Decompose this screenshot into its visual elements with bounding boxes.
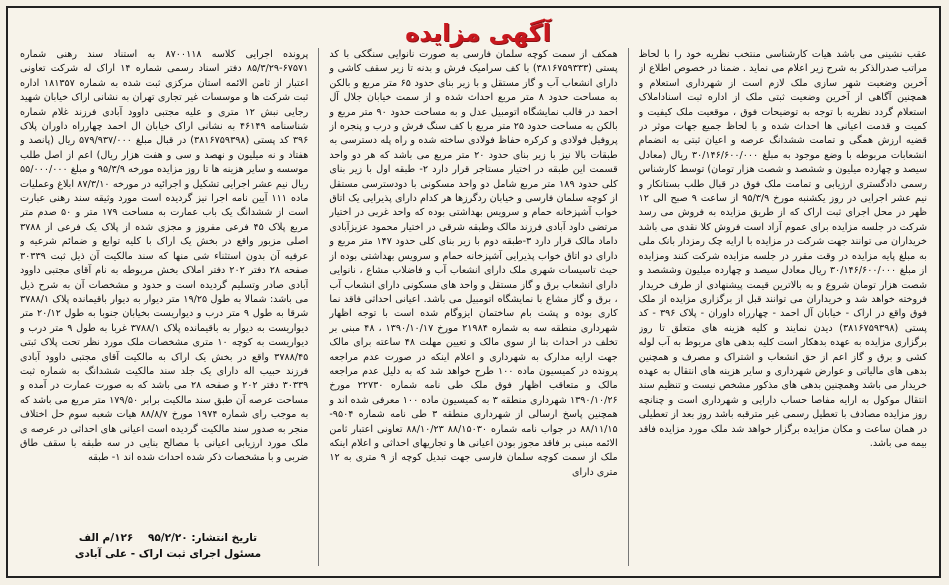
column-divider: [628, 48, 629, 566]
notice-column-right: [20, 48, 308, 566]
notice-footer: [28, 530, 308, 562]
notice-title-banner: [368, 16, 588, 50]
notice-column-middle: [329, 48, 617, 566]
notice-title: آگهی مزایده: [405, 19, 551, 47]
notice-column-text: همکف از سمت کوچه سلمان فارسی به صورت نانوایی سنگکی با کد پستی (۳۸۱۶۷۵۹۳۳۳) با کف سرامیک فرش و بدنه تا زیر سقف کاشی و دارای انشعاب آب و گاز مستقل و با زیر بنای حدود ۶۵ متر مربع و بالکن به مساحت حدود ۸ متر مربع احداث شده و از سمت خیابان جلال آل احمد در قالب نمایشگاه اتومبیل عدل و به مساحت حدود ۹۰ متر مربع و بالکن به مساحت حدود ۲۵ متر مربع با کف سنگ فرش و درب و پنجره از پروفیل فولادی و کرکره حفاظ فولادی ساخته شده و راه پله دسترسی به طبقات بالا نیز با زیر بنای حدود ۲۰ متر مربع می باشد که هر دو واحد قسمت این طبقه در اختیار مستاجر قرار دارد ۲- طبقه اول با زیر بنای کلی حدود ۱۸۹ متر مربع شامل دو واحد مسکونی با دودسترسی مستقل از کوچه سلمان فارسی و خیابان ردگرزها هر کدام دارای پذیرایی یک اتاق خواب آشپزخانه حمام و سرویس بهداشتی بوده که واحد غربی در اختیار مرتضی داود آبادی فرزند مالک وطبقه شرقی در اختیار محمود عزیزآبادی داماد مالک قرار دارد ۳-طبقه دوم با زیر بنای کلی حدود ۱۴۷ متر مربع و دارای دو اتاق خواب پذیرایی آشپزخانه حمام و سرویس بهداشتی بوده از حیث تاسیسات شهری ملک دارای انشعاب آب و فاضلاب مشاع ، نانوایی دارای انشعاب برق و گاز مستقل و واحد های مسکونی دارای انشعاب آب ، برق و گاز مشاع با نمایشگاه اتومبیل می باشد. اعیانی احداثی فاقد نما کاری بوده و پشت بام ساختمان ایزوگام شده است با توجه اظهار شهرداری منطقه سه به شماره ۲۱۹۸۴ مورخ ۱۳۹۰/۱۰/۱۷ ، ۴۸ مبنی بر تخلف در احداث بنا از سوی مالک و تعیین مهلت ۴۸ ساعته برای مالک جهت ارایه مدارک به شهرداری و اعلام اینکه در صورت عدم مراجعه پرونده در کمیسیون ماده ۱۰۰ طرح خواهد شد که به دلیل عدم مراجعه مالک و متعاقب اظهار فوق ملک طی نامه شماره ۲۲۷۳۰ مورخ ۱۳۹۰/۱۰/۲۶ شهرداری منطقه ۳ به کمیسیون ماده ۱۰۰ معرفی شده اند و همچنین پاسخ ارسالی از شهرداری منطقه ۳ طی نامه شماره ۹۵۰۴- ۸۸/۱۱/۱۵ در جواب نامه شماره ۸۸/۱۵۰۳۰ ۸۸/۱۰/۲۳ تعاونی اعتبار ثامن الائمه مبنی بر فاقد مجوز بودن اعیانی ها و تجاریهای احداثی و اعلام اینکه ملک از سمت کوچه سلمان فارسی جهت تبدیل کوچه از ۹ متری به ۱۲ متری دارای: [329, 49, 618, 478]
notice-column-text: پرونده اجرایی کلاسه ۸۷۰۰۱۱۸ به استناد سند رهنی شماره ۶۷۵۷۱-۸۵/۳/۲۹ دفتر اسناد رسمی شماره ۱۴ اراک له شرکت تعاونی اعتبار از ثامن الائمه استان مرکزی ثبت شده به شماره ۱۸۱۳۵۷ اداره ثبت شرکت ها و موسسات غیر تجاری تهران به نشانی اراک خیابان شهید رجایی نبش ۱۲ متری و علیه مجتبی داوود آبادی فرزند غلام شماره شناسنامه ۴۶۱۴۹ به نشانی اراک خیابان ال احمد چهارراه داوران پلاک ۳۹۶ کد پستی (۳۸۱۶۷۵۹۳۹۸) در قبال مبلغ ۵۷۹/۹۳۷/۰۰۰ ریال (پانصد و هفتاد و نه میلیون و نهصد و سی و هفت هزار ریال) اعم از اصل طلب موسسه و سایر هزینه ها تا روز مزایده مورخه ۹۵/۳/۹ و مبلغ ۵۵/۰۰۰/۰۰۰ ریال نیم عشر اجرایی تشکیل و اجرائیه در مورخه ۸۷/۳/۱۰ ابلاغ وعملیات ماده ۱۱۱ آیین نامه اجرا نیز گردیده است مورد وثیقه سند رهنی عبارت است از ششدانگ یک باب عمارت به مساحت ۱۷۹ متر و ۵۰ صدم متر مربع پلاک ۴۵ فرعی مفروز و مجزی شده از پلاک یک فرعی از ۳۷۸۸ اصلی مزبور واقع در بخش یک اراک با کلیه توابع و ضمائم شرعیه و عرفیه آن بدون استثناء شی منها که سند مالکیت آن ذیل ثبت ۳۰۳۳۹ صفحه ۲۸ دفتر ۲۰۲ دفتر املاک بخش مربوطه به نام آقای مجتبی داوود آبادی صادر وتسلیم گردیده است و حدود و مشخصات آن به شرح ذیل می باشد: شمالا به طول ۱۹/۲۵ متر دیوار به دیوار باقیمانده پلاک ۳۷۸۸/۱ شرقا به طول ۹ متر درب و دیواریست بخیابان جنوبا به طول ۲۰/۱۲ متر دیواریست به دیوار به باقیمانده پلاک ۳۷۸۸/۱ غربا به طول ۹ متر درب و دیواریست به کوچه ۱۰ متری مشخصات ملک مورد نظر تحت پلاک ثبتی ۳۷۸۸/۴۵ واقع در بخش یک اراک به مالکیت آقای مجتبی داوود آبادی فرزند حبیب اله دارای یک جلد سند مالکیت ششدانگ به شماره ثبت ۳۰۳۳۹ دفتر ۲۰۲ و صفحه ۲۸ می باشد که به صورت عمارت در آمده و مساحت عرصه آن طبق سند مالکیت برابر ۱۷۹/۵۰ متر مربع می باشد که به موجب رای شماره ۱۹۷۴ مورخ ۸۸/۸/۷ هیات شعبه سوم حل اختلاف منجر به صدور سند مالکیت گردیده است اعیانی های احداثی در عرصه ی ملک مورد ارزیابی اعیانی با مصالح بنایی در سه طبقه با سقف طاق ضربی و با مشخصات ذکر شده احداث شده اند ۱- طبقه: [20, 49, 309, 464]
notice-column-text: عقب نشینی می باشد هیات کارشناسی منتخب نظریه خود را با لحاظ مراتب صدرالذکر به شرح زیر اعلام می نماید . ضمنا در خصوص اطلاع از آخرین وضعیت شهر سازی ملک لازم است از شهرداری استعلام و همچنین آگاهی از آخرین وضعیت ثبتی ملک از اداره ثبت اسناداملاک استعلام گردد نظریه با توجه به توضیحات فوق ، موقعیت ملک کیفیت و کمیت و قدمت اعیانی ها احداث شده و با لحاظ جمیع جهات موثر در قضیه ارزش همگی و تمامت ششدانگ عرصه و اعیان ثبتی به انضمام انشعابات مربوطه با وضع موجود به مبلغ ۳۰/۱۴۶/۶۰۰/۰۰۰ ریال (معادل سیصد و چهارده میلیون و ششصد و شصت هزار تومان) توسط کارشناس رسمی دادگستری ارزیابی و تمامت ملک فوق در قبال طلب بستانکار و نیم عشر اجرایی در روز یکشنبه مورخ ۹۵/۳/۹ از ساعت ۹ صبح الی ۱۲ ظهر در محل اجرای ثبت اراک که از طریق مزایده به فروش می رسد شرکت در جلسه مزایده برای عموم آزاد است فروش کلا نقدی می باشد خریداران می توانند جهت شرکت در مزایده با ارایه چک رمزدار بانک ملی به مبلغ پایه مزایده در وقت مقرر در جلسه مزایده شرکت کنند ومزایده از مبلغ ۳۰/۱۴۶/۶۰۰/۰۰۰ ریال معادل سیصد و چهارده میلیون وششصد و شصت هزار تومان شروع و به بالاترین قیمت پیشنهادی از طرف خریدار فروخته خواهد شد و خریداران می توانند قبل از برگزاری مزایده از ملک فوق واقع در اراک - خیابان آل احمد - چهارراه داوران - پلاک ۳۹۶ - کد پستی (۳۸۱۶۷۵۹۳۹۸) دیدن نمایند و کلیه هزینه های متعلق تا روز برگزاری مزایده به عهده بدهکار است کلیه بدهی های مربوط به آب لوله کشی و برق و گاز اعم از حق انشعاب و اشتراک و مصرف و همچنین بدهی های مالیاتی و عوارض شهرداری و سایر هزینه های انتقال به عهده خریدار می باشد وهمچنین بدهی های مذکور مشخص نیست و تنظیم سند انتقال موکول به ارایه مفاصا حساب دارایی و شهرداری است و چنانچه روز مزایده مصادف با تعطیل رسمی غیر مترقبه باشد روز بعد از تعطیلی در همان ساعت و مکان مزایده برگزار خواهد شد ملک مورد مزایده فاقد بیمه می باشد.: [638, 49, 927, 449]
notice-column-left: [639, 48, 927, 566]
notice-columns: [20, 48, 927, 566]
publish-date: تاریخ انتشار: ۹۵/۲/۲۰: [147, 532, 258, 544]
notice-frame: [6, 6, 941, 578]
column-divider: [318, 48, 319, 566]
notice-code: ۱۲۶/م الف: [78, 532, 134, 544]
signature: مسئول اجرای ثبت اراک - علی آبادی: [74, 548, 262, 560]
